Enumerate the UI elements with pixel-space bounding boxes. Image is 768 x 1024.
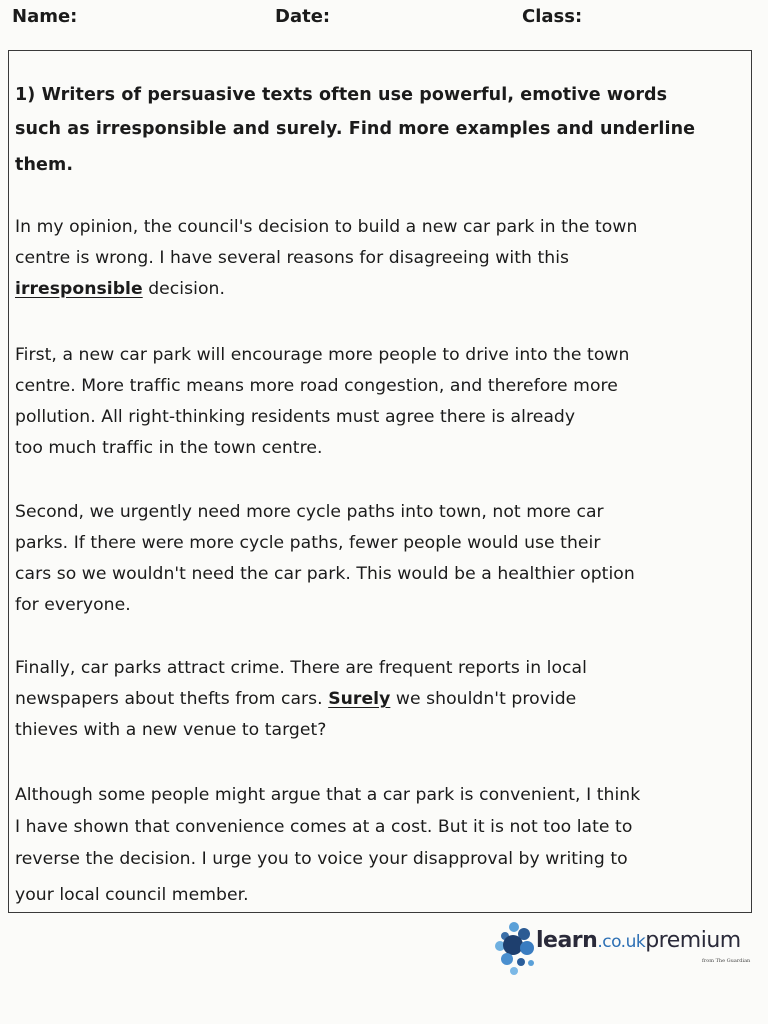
date-label: Date: xyxy=(275,6,331,27)
paragraph-line: parks. If there were more cycle paths, fewer people would use their xyxy=(15,533,601,553)
question-line: them. xyxy=(15,155,74,175)
paragraph-line: Although some people might argue that a car park is convenient, I think xyxy=(15,785,641,805)
question-line: 1) Writers of persuasive texts often use powerful, emotive words xyxy=(15,85,668,105)
paragraph-intro xyxy=(15,212,739,305)
brand-part-premium: premium xyxy=(645,928,741,953)
paragraph-second xyxy=(15,497,739,621)
paragraph-line: Finally, car parks attract crime. There are frequent reports in local xyxy=(15,658,587,678)
brand-part-learn: learn xyxy=(536,928,598,953)
paragraph-line: too much traffic in the town centre. xyxy=(15,438,323,458)
paragraph-text: we shouldn't provide xyxy=(390,689,577,709)
brand-subtitle: from The Guardian xyxy=(702,958,751,964)
paragraph-text: newspapers about thefts from cars. xyxy=(15,689,329,709)
paragraph-line: Second, we urgently need more cycle paths into town, not more car xyxy=(15,502,604,522)
paragraph-line: centre is wrong. I have several reasons for disagreeing with this xyxy=(15,248,570,268)
paragraph-line: reverse the decision. I urge you to voice your disapproval by writing to xyxy=(15,849,628,869)
paragraph-finally xyxy=(15,653,739,746)
paragraph-line: centre. More traffic means more road congestion, and therefore more xyxy=(15,376,618,396)
paragraph-line: In my opinion, the council's decision to build a new car park in the town xyxy=(15,217,638,237)
paragraph-line xyxy=(15,274,739,305)
paragraph-first xyxy=(15,340,739,464)
paragraph-line: for everyone. xyxy=(15,595,131,615)
underlined-word: irresponsible xyxy=(15,279,143,299)
brand-part-domain: .co.uk xyxy=(597,932,646,952)
name-label: Name: xyxy=(12,6,78,27)
paragraph-line xyxy=(15,684,739,715)
paragraph-text: decision. xyxy=(142,279,225,299)
paragraph-line: your local council member. xyxy=(15,885,249,905)
question-text xyxy=(15,78,735,182)
underlined-word: Surely xyxy=(328,689,391,709)
paragraph-line: I have shown that convenience comes at a cost. But it is not too late to xyxy=(15,817,633,837)
question-line: such as irresponsible and surely. Find more examples and underline xyxy=(15,119,696,139)
paragraph-line: thieves with a new venue to target? xyxy=(15,720,327,740)
paragraph-line: cars so we wouldn't need the car park. This would be a healthier option xyxy=(15,564,635,584)
paragraph-line: First, a new car park will encourage more people to drive into the town xyxy=(15,345,630,365)
worksheet-header xyxy=(0,6,768,34)
class-label: Class: xyxy=(522,6,583,27)
worksheet-box xyxy=(8,50,752,913)
brand-wordmark xyxy=(536,928,741,953)
brand-logo xyxy=(494,918,766,980)
paragraph-conclusion xyxy=(15,779,739,911)
learn-logo-icon xyxy=(494,918,540,978)
paragraph-line: pollution. All right-thinking residents must agree there is already xyxy=(15,407,576,427)
